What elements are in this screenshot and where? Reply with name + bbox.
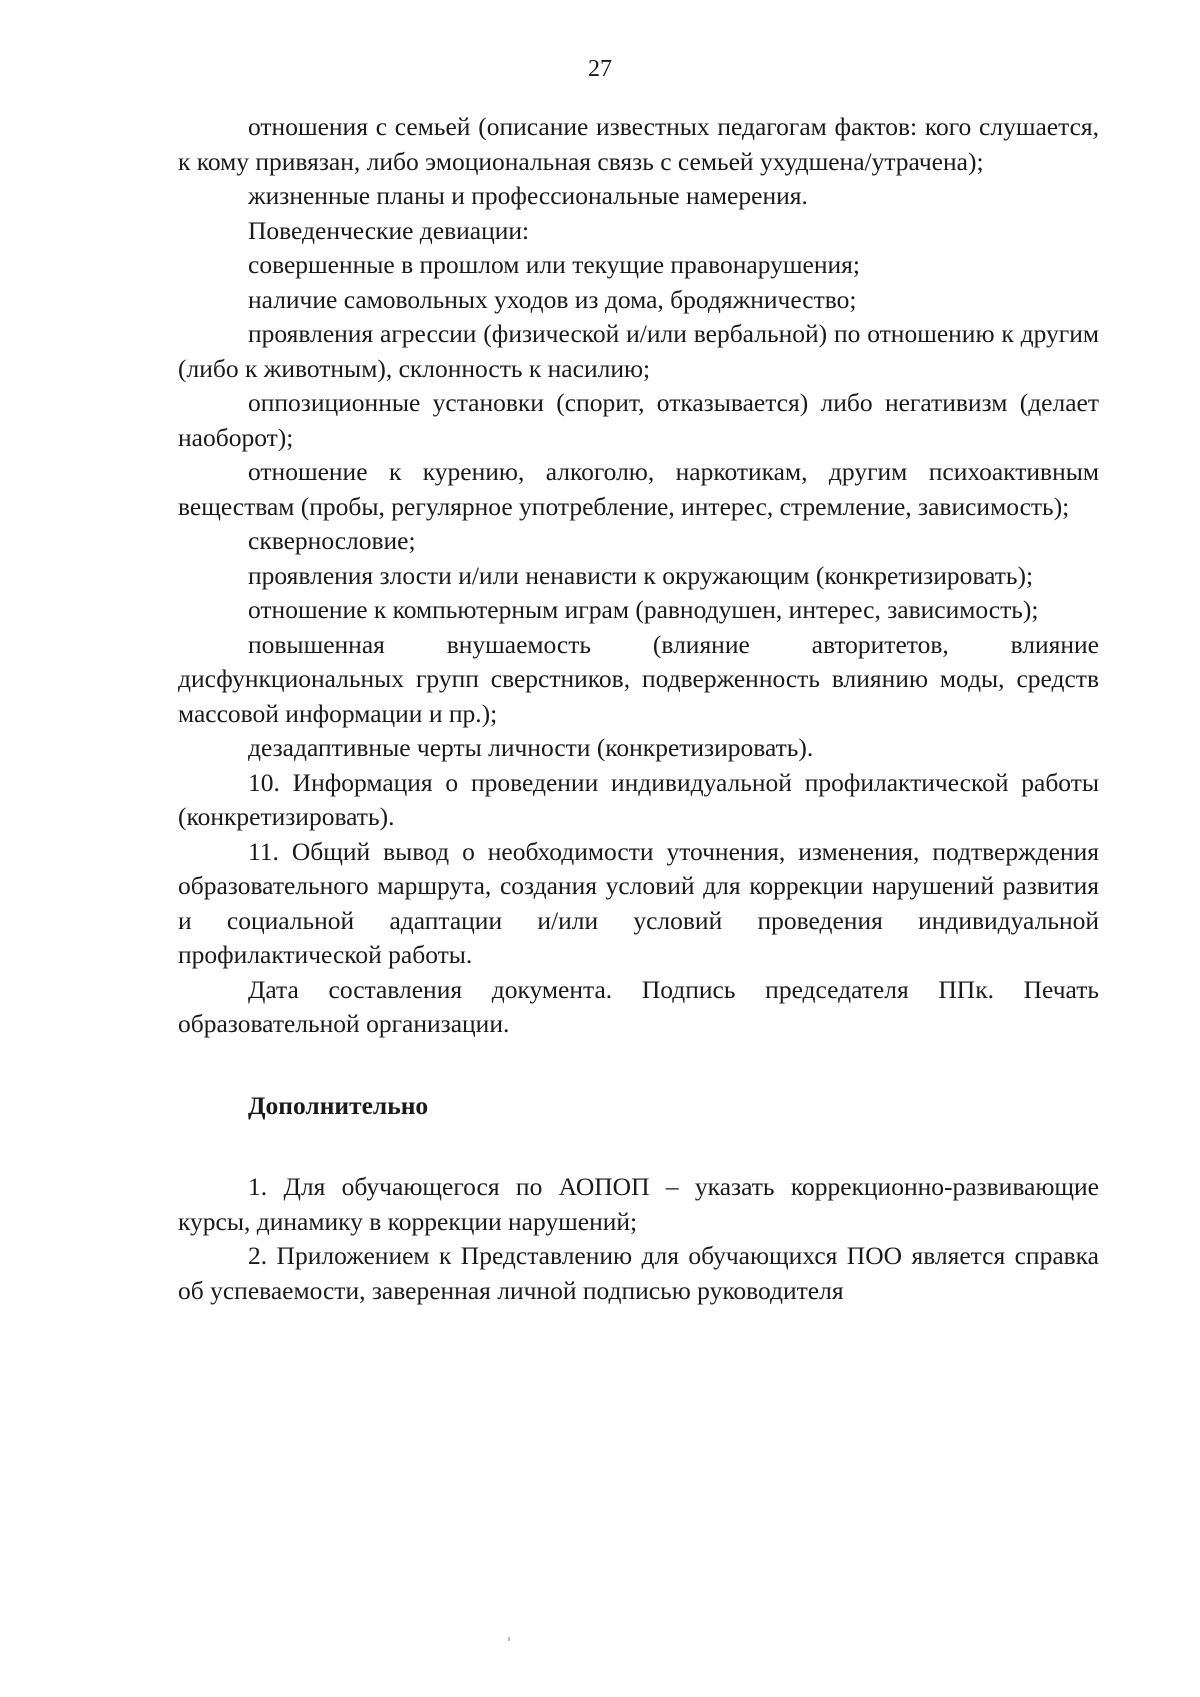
paragraph: отношение к курению, алкоголю, наркотикам, другим психоактивным веществам (пробы, регулярное употребление, интерес, стремление, зависимость); [178, 457, 1099, 521]
document-body [178, 110, 1099, 1308]
paragraph: отношения с семьей (описание известных педагогам фактов: кого слушается, к кому привязан, либо эмоциональная связь с семьей ухудшена/утрачена); [178, 112, 1099, 176]
paragraph: сквернословие; [248, 526, 416, 555]
paragraph: 2. Приложением к Представлению для обучающихся ПОО является справка об успеваемости, заверенная личной подписью руководителя [178, 1241, 1099, 1305]
paragraph: Дата составления документа. Подпись председателя ППк. Печать образовательной организации. [178, 974, 1099, 1038]
paragraph: проявления агрессии (физической и/или вербальной) по отношению к другим (либо к животным), склонность к насилию; [178, 319, 1099, 383]
paragraph: 10. Информация о проведении индивидуальной профилактической работы (конкретизировать). [178, 767, 1099, 831]
paragraph: 1. Для обучающегося по АОПОП – указать коррекционно-развивающие курсы, динамику в коррекции нарушений; [178, 1172, 1099, 1236]
page-number: 27 [588, 56, 612, 82]
section-heading: Дополнительно [248, 1090, 429, 1120]
paragraph: совершенные в прошлом или текущие правонарушения; [248, 250, 860, 279]
paragraph: 11. Общий вывод о необходимости уточнения, изменения, подтверждения образовательного маршрута, создания условий для коррекции нарушений развития и социальной адаптации и/или условий проведения индивидуальной профилактической работы. [178, 836, 1099, 969]
paragraph: повышенная внушаемость (влияние авторитетов, влияние дисфункциональных групп сверстников, подверженность влиянию моды, средств массовой информации и пр.); [178, 629, 1099, 728]
scan-speck [508, 1637, 510, 1641]
paragraph: отношение к компьютерным играм (равнодушен, интерес, зависимость); [248, 595, 1039, 624]
paragraph: наличие самовольных уходов из дома, бродяжничество; [248, 284, 857, 314]
paragraph: дезадаптивные черты личности (конкретизировать). [248, 733, 814, 762]
paragraph: Поведенческие девиации: [248, 215, 530, 245]
paragraph: проявления злости и/или ненависти к окружающим (конкретизировать); [248, 560, 1034, 590]
paragraph: жизненные планы и профессиональные намерения. [248, 181, 808, 210]
paragraph: оппозиционные установки (спорит, отказывается) либо негативизм (делает наоборот); [178, 388, 1099, 452]
